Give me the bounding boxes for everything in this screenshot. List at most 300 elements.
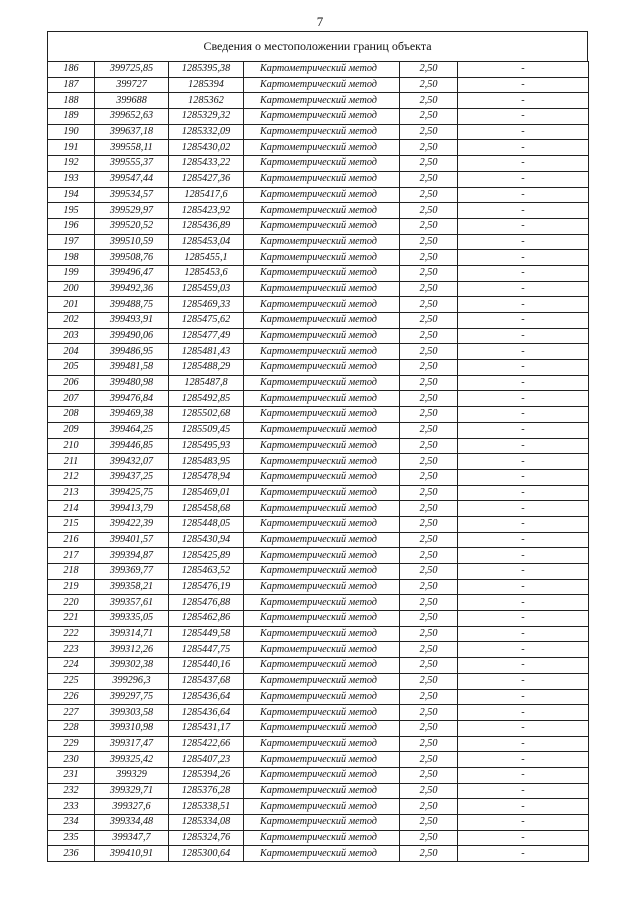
y-coordinate-cell: 1285394 [169, 77, 244, 93]
accuracy-cell: 2,50 [400, 752, 458, 768]
description-cell: - [458, 360, 589, 376]
x-coordinate-cell: 399297,75 [95, 689, 169, 705]
y-coordinate-cell: 1285329,32 [169, 109, 244, 125]
x-coordinate-cell: 399727 [95, 77, 169, 93]
method-cell: Картометрический метод [244, 658, 400, 674]
method-cell: Картометрический метод [244, 783, 400, 799]
x-coordinate-cell: 399302,38 [95, 658, 169, 674]
point-number-cell: 209 [48, 422, 95, 438]
x-coordinate-cell: 399490,06 [95, 328, 169, 344]
y-coordinate-cell: 1285475,62 [169, 313, 244, 329]
description-cell: - [458, 391, 589, 407]
y-coordinate-cell: 1285453,04 [169, 234, 244, 250]
accuracy-cell: 2,50 [400, 642, 458, 658]
method-cell: Картометрический метод [244, 736, 400, 752]
x-coordinate-cell: 399480,98 [95, 375, 169, 391]
x-coordinate-cell: 399413,79 [95, 501, 169, 517]
method-cell: Картометрический метод [244, 548, 400, 564]
table-row [48, 579, 589, 595]
y-coordinate-cell: 1285440,16 [169, 658, 244, 674]
method-cell: Картометрический метод [244, 187, 400, 203]
point-number-cell: 208 [48, 407, 95, 423]
point-number-cell: 220 [48, 595, 95, 611]
method-cell: Картометрический метод [244, 375, 400, 391]
y-coordinate-cell: 1285430,02 [169, 140, 244, 156]
point-number-cell: 204 [48, 344, 95, 360]
x-coordinate-cell: 399358,21 [95, 579, 169, 595]
description-cell: - [458, 422, 589, 438]
description-cell: - [458, 203, 589, 219]
description-cell: - [458, 689, 589, 705]
accuracy-cell: 2,50 [400, 454, 458, 470]
y-coordinate-cell: 1285300,64 [169, 846, 244, 862]
description-cell: - [458, 93, 589, 109]
accuracy-cell: 2,50 [400, 344, 458, 360]
table-row [48, 595, 589, 611]
method-cell: Картометрический метод [244, 391, 400, 407]
x-coordinate-cell: 399547,44 [95, 171, 169, 187]
table-row [48, 438, 589, 454]
y-coordinate-cell: 1285436,64 [169, 705, 244, 721]
table-row [48, 360, 589, 376]
x-coordinate-cell: 399476,84 [95, 391, 169, 407]
method-cell: Картометрический метод [244, 281, 400, 297]
y-coordinate-cell: 1285425,89 [169, 548, 244, 564]
point-number-cell: 187 [48, 77, 95, 93]
y-coordinate-cell: 1285427,36 [169, 171, 244, 187]
table-row [48, 344, 589, 360]
description-cell: - [458, 375, 589, 391]
x-coordinate-cell: 399410,91 [95, 846, 169, 862]
table-row [48, 250, 589, 266]
description-cell: - [458, 281, 589, 297]
x-coordinate-cell: 399496,47 [95, 265, 169, 281]
x-coordinate-cell: 399432,07 [95, 454, 169, 470]
description-cell: - [458, 109, 589, 125]
y-coordinate-cell: 1285422,66 [169, 736, 244, 752]
y-coordinate-cell: 1285509,45 [169, 422, 244, 438]
y-coordinate-cell: 1285394,26 [169, 767, 244, 783]
table-row [48, 799, 589, 815]
description-cell: - [458, 767, 589, 783]
point-number-cell: 194 [48, 187, 95, 203]
x-coordinate-cell: 399488,75 [95, 297, 169, 313]
description-cell: - [458, 250, 589, 266]
table-row [48, 281, 589, 297]
method-cell: Картометрический метод [244, 564, 400, 580]
y-coordinate-cell: 1285433,22 [169, 156, 244, 172]
description-cell: - [458, 720, 589, 736]
y-coordinate-cell: 1285447,75 [169, 642, 244, 658]
y-coordinate-cell: 1285477,49 [169, 328, 244, 344]
table-row [48, 124, 589, 140]
accuracy-cell: 2,50 [400, 736, 458, 752]
point-number-cell: 190 [48, 124, 95, 140]
table-row [48, 705, 589, 721]
method-cell: Картометрический метод [244, 344, 400, 360]
accuracy-cell: 2,50 [400, 187, 458, 203]
x-coordinate-cell: 399725,85 [95, 62, 169, 78]
accuracy-cell: 2,50 [400, 62, 458, 78]
accuracy-cell: 2,50 [400, 846, 458, 862]
y-coordinate-cell: 1285395,38 [169, 62, 244, 78]
accuracy-cell: 2,50 [400, 548, 458, 564]
point-number-cell: 211 [48, 454, 95, 470]
point-number-cell: 233 [48, 799, 95, 815]
x-coordinate-cell: 399303,58 [95, 705, 169, 721]
description-cell: - [458, 234, 589, 250]
accuracy-cell: 2,50 [400, 705, 458, 721]
y-coordinate-cell: 1285463,52 [169, 564, 244, 580]
table-row [48, 501, 589, 517]
accuracy-cell: 2,50 [400, 360, 458, 376]
description-cell: - [458, 62, 589, 78]
point-number-cell: 224 [48, 658, 95, 674]
method-cell: Картометрический метод [244, 313, 400, 329]
description-cell: - [458, 156, 589, 172]
y-coordinate-cell: 1285492,85 [169, 391, 244, 407]
method-cell: Картометрический метод [244, 673, 400, 689]
y-coordinate-cell: 1285362 [169, 93, 244, 109]
method-cell: Картометрический метод [244, 124, 400, 140]
x-coordinate-cell: 399310,98 [95, 720, 169, 736]
point-number-cell: 226 [48, 689, 95, 705]
x-coordinate-cell: 399329,71 [95, 783, 169, 799]
method-cell: Картометрический метод [244, 438, 400, 454]
accuracy-cell: 2,50 [400, 595, 458, 611]
point-number-cell: 191 [48, 140, 95, 156]
x-coordinate-cell: 399357,61 [95, 595, 169, 611]
point-number-cell: 215 [48, 516, 95, 532]
point-number-cell: 205 [48, 360, 95, 376]
description-cell: - [458, 171, 589, 187]
point-number-cell: 231 [48, 767, 95, 783]
point-number-cell: 218 [48, 564, 95, 580]
description-cell: - [458, 485, 589, 501]
accuracy-cell: 2,50 [400, 579, 458, 595]
point-number-cell: 210 [48, 438, 95, 454]
boundary-table-sheet [47, 31, 588, 862]
accuracy-cell: 2,50 [400, 313, 458, 329]
description-cell: - [458, 187, 589, 203]
table-row [48, 783, 589, 799]
table-row [48, 564, 589, 580]
y-coordinate-cell: 1285476,88 [169, 595, 244, 611]
table-row [48, 265, 589, 281]
point-number-cell: 213 [48, 485, 95, 501]
method-cell: Картометрический метод [244, 830, 400, 846]
point-number-cell: 227 [48, 705, 95, 721]
accuracy-cell: 2,50 [400, 375, 458, 391]
description-cell: - [458, 579, 589, 595]
table-row [48, 218, 589, 234]
accuracy-cell: 2,50 [400, 485, 458, 501]
method-cell: Картометрический метод [244, 642, 400, 658]
point-number-cell: 195 [48, 203, 95, 219]
x-coordinate-cell: 399401,57 [95, 532, 169, 548]
table-row [48, 454, 589, 470]
y-coordinate-cell: 1285462,86 [169, 611, 244, 627]
accuracy-cell: 2,50 [400, 93, 458, 109]
y-coordinate-cell: 1285436,64 [169, 689, 244, 705]
accuracy-cell: 2,50 [400, 234, 458, 250]
method-cell: Картометрический метод [244, 611, 400, 627]
table-row [48, 485, 589, 501]
method-cell: Картометрический метод [244, 203, 400, 219]
table-row [48, 407, 589, 423]
description-cell: - [458, 799, 589, 815]
table-row [48, 626, 589, 642]
method-cell: Картометрический метод [244, 846, 400, 862]
table-row [48, 642, 589, 658]
table-row [48, 140, 589, 156]
point-number-cell: 228 [48, 720, 95, 736]
point-number-cell: 212 [48, 469, 95, 485]
point-number-cell: 223 [48, 642, 95, 658]
method-cell: Картометрический метод [244, 767, 400, 783]
y-coordinate-cell: 1285502,68 [169, 407, 244, 423]
accuracy-cell: 2,50 [400, 815, 458, 831]
table-header-title: Сведения о местоположении границ объекта [47, 31, 588, 61]
description-cell: - [458, 815, 589, 831]
table-row [48, 767, 589, 783]
x-coordinate-cell: 399394,87 [95, 548, 169, 564]
description-cell: - [458, 501, 589, 517]
accuracy-cell: 2,50 [400, 564, 458, 580]
description-cell: - [458, 642, 589, 658]
accuracy-cell: 2,50 [400, 250, 458, 266]
point-number-cell: 188 [48, 93, 95, 109]
table-row [48, 830, 589, 846]
x-coordinate-cell: 399312,26 [95, 642, 169, 658]
description-cell: - [458, 548, 589, 564]
description-cell: - [458, 673, 589, 689]
method-cell: Картометрический метод [244, 532, 400, 548]
table-row [48, 846, 589, 862]
x-coordinate-cell: 399493,91 [95, 313, 169, 329]
method-cell: Картометрический метод [244, 516, 400, 532]
description-cell: - [458, 830, 589, 846]
accuracy-cell: 2,50 [400, 124, 458, 140]
table-row [48, 422, 589, 438]
accuracy-cell: 2,50 [400, 109, 458, 125]
point-number-cell: 232 [48, 783, 95, 799]
accuracy-cell: 2,50 [400, 767, 458, 783]
table-row [48, 469, 589, 485]
table-row [48, 203, 589, 219]
y-coordinate-cell: 1285448,05 [169, 516, 244, 532]
y-coordinate-cell: 1285417,6 [169, 187, 244, 203]
accuracy-cell: 2,50 [400, 830, 458, 846]
method-cell: Картометрический метод [244, 752, 400, 768]
method-cell: Картометрический метод [244, 297, 400, 313]
method-cell: Картометрический метод [244, 250, 400, 266]
description-cell: - [458, 313, 589, 329]
table-row [48, 720, 589, 736]
accuracy-cell: 2,50 [400, 469, 458, 485]
table-row [48, 156, 589, 172]
table-row [48, 516, 589, 532]
method-cell: Картометрический метод [244, 234, 400, 250]
description-cell: - [458, 846, 589, 862]
x-coordinate-cell: 399555,37 [95, 156, 169, 172]
x-coordinate-cell: 399510,59 [95, 234, 169, 250]
table-row [48, 77, 589, 93]
accuracy-cell: 2,50 [400, 281, 458, 297]
method-cell: Картометрический метод [244, 595, 400, 611]
x-coordinate-cell: 399437,25 [95, 469, 169, 485]
y-coordinate-cell: 1285407,23 [169, 752, 244, 768]
table-row [48, 62, 589, 78]
table-body [48, 62, 589, 862]
description-cell: - [458, 407, 589, 423]
table-row [48, 234, 589, 250]
method-cell: Картометрический метод [244, 265, 400, 281]
table-row [48, 532, 589, 548]
point-number-cell: 189 [48, 109, 95, 125]
method-cell: Картометрический метод [244, 501, 400, 517]
table-row [48, 689, 589, 705]
description-cell: - [458, 344, 589, 360]
description-cell: - [458, 124, 589, 140]
accuracy-cell: 2,50 [400, 658, 458, 674]
accuracy-cell: 2,50 [400, 297, 458, 313]
y-coordinate-cell: 1285458,68 [169, 501, 244, 517]
y-coordinate-cell: 1285455,1 [169, 250, 244, 266]
x-coordinate-cell: 399446,85 [95, 438, 169, 454]
description-cell: - [458, 611, 589, 627]
point-number-cell: 235 [48, 830, 95, 846]
y-coordinate-cell: 1285487,8 [169, 375, 244, 391]
description-cell: - [458, 454, 589, 470]
table-row [48, 297, 589, 313]
point-number-cell: 234 [48, 815, 95, 831]
description-cell: - [458, 705, 589, 721]
method-cell: Картометрический метод [244, 140, 400, 156]
description-cell: - [458, 328, 589, 344]
description-cell: - [458, 626, 589, 642]
point-number-cell: 201 [48, 297, 95, 313]
x-coordinate-cell: 399425,75 [95, 485, 169, 501]
accuracy-cell: 2,50 [400, 532, 458, 548]
point-number-cell: 229 [48, 736, 95, 752]
table-row [48, 171, 589, 187]
y-coordinate-cell: 1285431,17 [169, 720, 244, 736]
x-coordinate-cell: 399534,57 [95, 187, 169, 203]
table-row [48, 328, 589, 344]
accuracy-cell: 2,50 [400, 799, 458, 815]
description-cell: - [458, 438, 589, 454]
description-cell: - [458, 595, 589, 611]
accuracy-cell: 2,50 [400, 673, 458, 689]
method-cell: Картометрический метод [244, 171, 400, 187]
y-coordinate-cell: 1285449,58 [169, 626, 244, 642]
accuracy-cell: 2,50 [400, 626, 458, 642]
y-coordinate-cell: 1285338,51 [169, 799, 244, 815]
accuracy-cell: 2,50 [400, 203, 458, 219]
y-coordinate-cell: 1285495,93 [169, 438, 244, 454]
x-coordinate-cell: 399422,39 [95, 516, 169, 532]
method-cell: Картометрический метод [244, 109, 400, 125]
table-row [48, 109, 589, 125]
point-number-cell: 192 [48, 156, 95, 172]
x-coordinate-cell: 399508,76 [95, 250, 169, 266]
method-cell: Картометрический метод [244, 485, 400, 501]
x-coordinate-cell: 399369,77 [95, 564, 169, 580]
point-number-cell: 214 [48, 501, 95, 517]
point-number-cell: 186 [48, 62, 95, 78]
accuracy-cell: 2,50 [400, 77, 458, 93]
method-cell: Картометрический метод [244, 218, 400, 234]
table-row [48, 375, 589, 391]
method-cell: Картометрический метод [244, 62, 400, 78]
description-cell: - [458, 297, 589, 313]
point-number-cell: 193 [48, 171, 95, 187]
method-cell: Картометрический метод [244, 328, 400, 344]
method-cell: Картометрический метод [244, 156, 400, 172]
x-coordinate-cell: 399520,52 [95, 218, 169, 234]
y-coordinate-cell: 1285430,94 [169, 532, 244, 548]
y-coordinate-cell: 1285488,29 [169, 360, 244, 376]
point-number-cell: 219 [48, 579, 95, 595]
point-number-cell: 203 [48, 328, 95, 344]
accuracy-cell: 2,50 [400, 171, 458, 187]
accuracy-cell: 2,50 [400, 516, 458, 532]
method-cell: Картометрический метод [244, 689, 400, 705]
accuracy-cell: 2,50 [400, 501, 458, 517]
y-coordinate-cell: 1285469,33 [169, 297, 244, 313]
method-cell: Картометрический метод [244, 720, 400, 736]
y-coordinate-cell: 1285376,28 [169, 783, 244, 799]
table-row [48, 658, 589, 674]
x-coordinate-cell: 399464,25 [95, 422, 169, 438]
method-cell: Картометрический метод [244, 422, 400, 438]
description-cell: - [458, 218, 589, 234]
x-coordinate-cell: 399492,36 [95, 281, 169, 297]
table-row [48, 313, 589, 329]
table-row [48, 611, 589, 627]
accuracy-cell: 2,50 [400, 218, 458, 234]
x-coordinate-cell: 399637,18 [95, 124, 169, 140]
description-cell: - [458, 783, 589, 799]
point-number-cell: 196 [48, 218, 95, 234]
description-cell: - [458, 752, 589, 768]
y-coordinate-cell: 1285436,89 [169, 218, 244, 234]
x-coordinate-cell: 399688 [95, 93, 169, 109]
y-coordinate-cell: 1285437,68 [169, 673, 244, 689]
accuracy-cell: 2,50 [400, 438, 458, 454]
description-cell: - [458, 77, 589, 93]
point-number-cell: 225 [48, 673, 95, 689]
accuracy-cell: 2,50 [400, 265, 458, 281]
point-number-cell: 202 [48, 313, 95, 329]
x-coordinate-cell: 399317,47 [95, 736, 169, 752]
description-cell: - [458, 265, 589, 281]
x-coordinate-cell: 399329 [95, 767, 169, 783]
x-coordinate-cell: 399469,38 [95, 407, 169, 423]
accuracy-cell: 2,50 [400, 611, 458, 627]
method-cell: Картометрический метод [244, 454, 400, 470]
table-row [48, 187, 589, 203]
x-coordinate-cell: 399335,05 [95, 611, 169, 627]
accuracy-cell: 2,50 [400, 783, 458, 799]
description-cell: - [458, 516, 589, 532]
x-coordinate-cell: 399327,6 [95, 799, 169, 815]
point-number-cell: 216 [48, 532, 95, 548]
point-number-cell: 199 [48, 265, 95, 281]
method-cell: Картометрический метод [244, 799, 400, 815]
method-cell: Картометрический метод [244, 579, 400, 595]
